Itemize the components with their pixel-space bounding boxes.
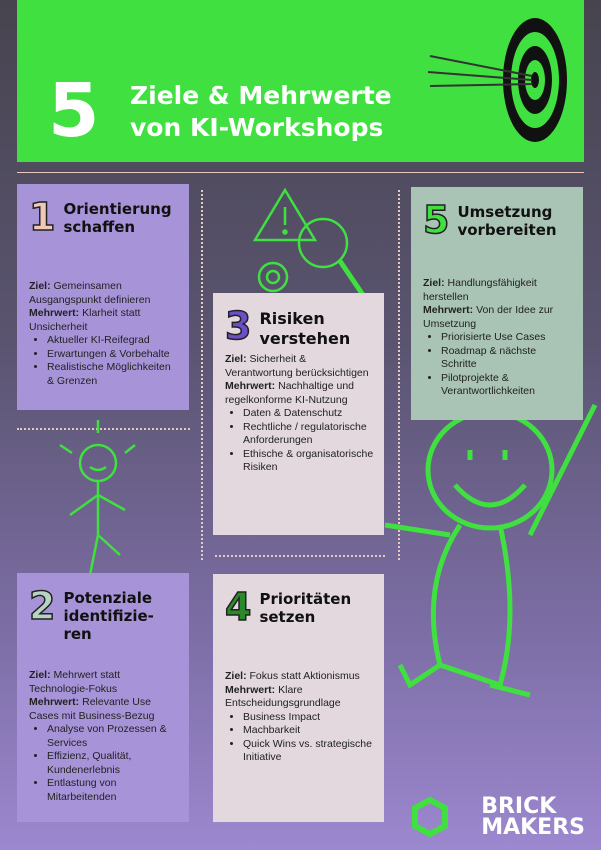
- bullet: • Pilotprojekte & Verantwortlichkeiten: [441, 372, 573, 399]
- ziel-text: Sicherheit & Verantwortung berücksichtigen: [225, 353, 369, 379]
- mehrwert-text: Klarheit statt Unsicherheit: [29, 307, 141, 333]
- ziel-text: Fokus statt Aktionismus: [249, 670, 360, 682]
- page-title: [130, 80, 392, 144]
- stick-figure-small: [40, 415, 160, 585]
- card-2: [17, 573, 189, 822]
- ziel-label: Ziel:: [29, 669, 51, 681]
- dotted-divider: [201, 190, 203, 560]
- ziel-text: Mehrwert statt Technologie-Fokus: [29, 669, 121, 695]
- dotted-divider: [215, 555, 385, 557]
- card-5: [411, 187, 583, 420]
- mehrwert-text: Von der Idee zur Umsetzung: [423, 304, 554, 330]
- bullet: • Roadmap & nächste Schritte: [441, 345, 573, 372]
- ziel-label: Ziel:: [225, 670, 247, 682]
- bullet: • Priorisierte Use Cases: [441, 331, 573, 345]
- mehrwert-text: Klare Entscheidungsgrundlage: [225, 683, 341, 709]
- ziel-text: Gemeinsamen Ausgangspunkt definieren: [29, 280, 151, 306]
- card-title: Prioritäten setzen: [259, 590, 352, 626]
- target-icon: [420, 8, 570, 148]
- brickmakers-logo-icon: [410, 796, 450, 838]
- title-line-1: Ziele & Mehrwerte: [130, 81, 392, 110]
- header-number: 5: [48, 68, 100, 154]
- card-body: [423, 277, 573, 399]
- card-body: [225, 353, 374, 475]
- ziel-label: Ziel:: [29, 280, 51, 292]
- card-3: [213, 293, 384, 535]
- card-1: [17, 184, 189, 410]
- mehrwert-text: Nachhaltige und regelkonforme KI-Nutzung: [225, 380, 354, 406]
- bullet: • Quick Wins vs. strategische Initiative: [243, 738, 374, 765]
- card-title: Potenziale identifizie-ren: [63, 589, 154, 643]
- card-body: [29, 669, 179, 804]
- bullet: • Erwartungen & Vorbehalte: [47, 348, 179, 362]
- bullet: • Business Impact: [243, 711, 374, 725]
- card-title: Orientierung schaffen: [63, 200, 172, 236]
- card-number: 5: [423, 198, 450, 242]
- ziel-text: Handlungsfähigkeit herstellen: [423, 277, 537, 303]
- card-number: 4: [225, 585, 252, 629]
- mehrwert-text: Relevante Use Cases mit Business-Bezug: [29, 696, 155, 722]
- mehrwert-label: Mehrwert:: [29, 307, 80, 319]
- card-body: [225, 670, 374, 765]
- card-number: 2: [29, 584, 56, 628]
- risk-icons: [245, 185, 370, 305]
- card-4: [213, 574, 384, 822]
- mehrwert-label: Mehrwert:: [29, 696, 80, 708]
- card-title: Umsetzung vorbereiten: [457, 203, 557, 239]
- mehrwert-label: Mehrwert:: [225, 683, 276, 696]
- card-title: Risiken verstehen: [259, 309, 351, 348]
- bullet: • Realistische Möglichkeiten & Grenzen: [47, 361, 179, 388]
- card-number: 3: [225, 304, 252, 348]
- bullet: • Effizienz, Qualität, Kundenerlebnis: [47, 750, 179, 777]
- brickmakers-logo: [481, 796, 585, 838]
- bullet: • Daten & Datenschutz: [243, 407, 374, 421]
- bullet: • Analyse von Prozessen & Services: [47, 723, 179, 750]
- divider: [17, 172, 584, 173]
- bullet: • Entlastung von Mitarbeitenden: [47, 777, 179, 804]
- bullet: • Rechtliche / regulatorische Anforderungen: [243, 421, 374, 448]
- bullet: • Ethische & organisatorische Risiken: [243, 448, 374, 475]
- ziel-label: Ziel:: [225, 353, 247, 365]
- logo-line-2: MAKERS: [481, 815, 585, 840]
- bullet: • Machbarkeit: [243, 724, 374, 738]
- bullet: • Aktueller KI-Reifegrad: [47, 334, 179, 348]
- mehrwert-label: Mehrwert:: [225, 380, 276, 392]
- ziel-label: Ziel:: [423, 277, 445, 289]
- mehrwert-label: Mehrwert:: [423, 304, 474, 316]
- stick-figure-large: [380, 395, 601, 725]
- card-number: 1: [29, 195, 56, 239]
- title-line-2: von KI-Workshops: [130, 113, 384, 142]
- logo-line-1: BRICK: [481, 794, 557, 819]
- card-body: [29, 280, 179, 388]
